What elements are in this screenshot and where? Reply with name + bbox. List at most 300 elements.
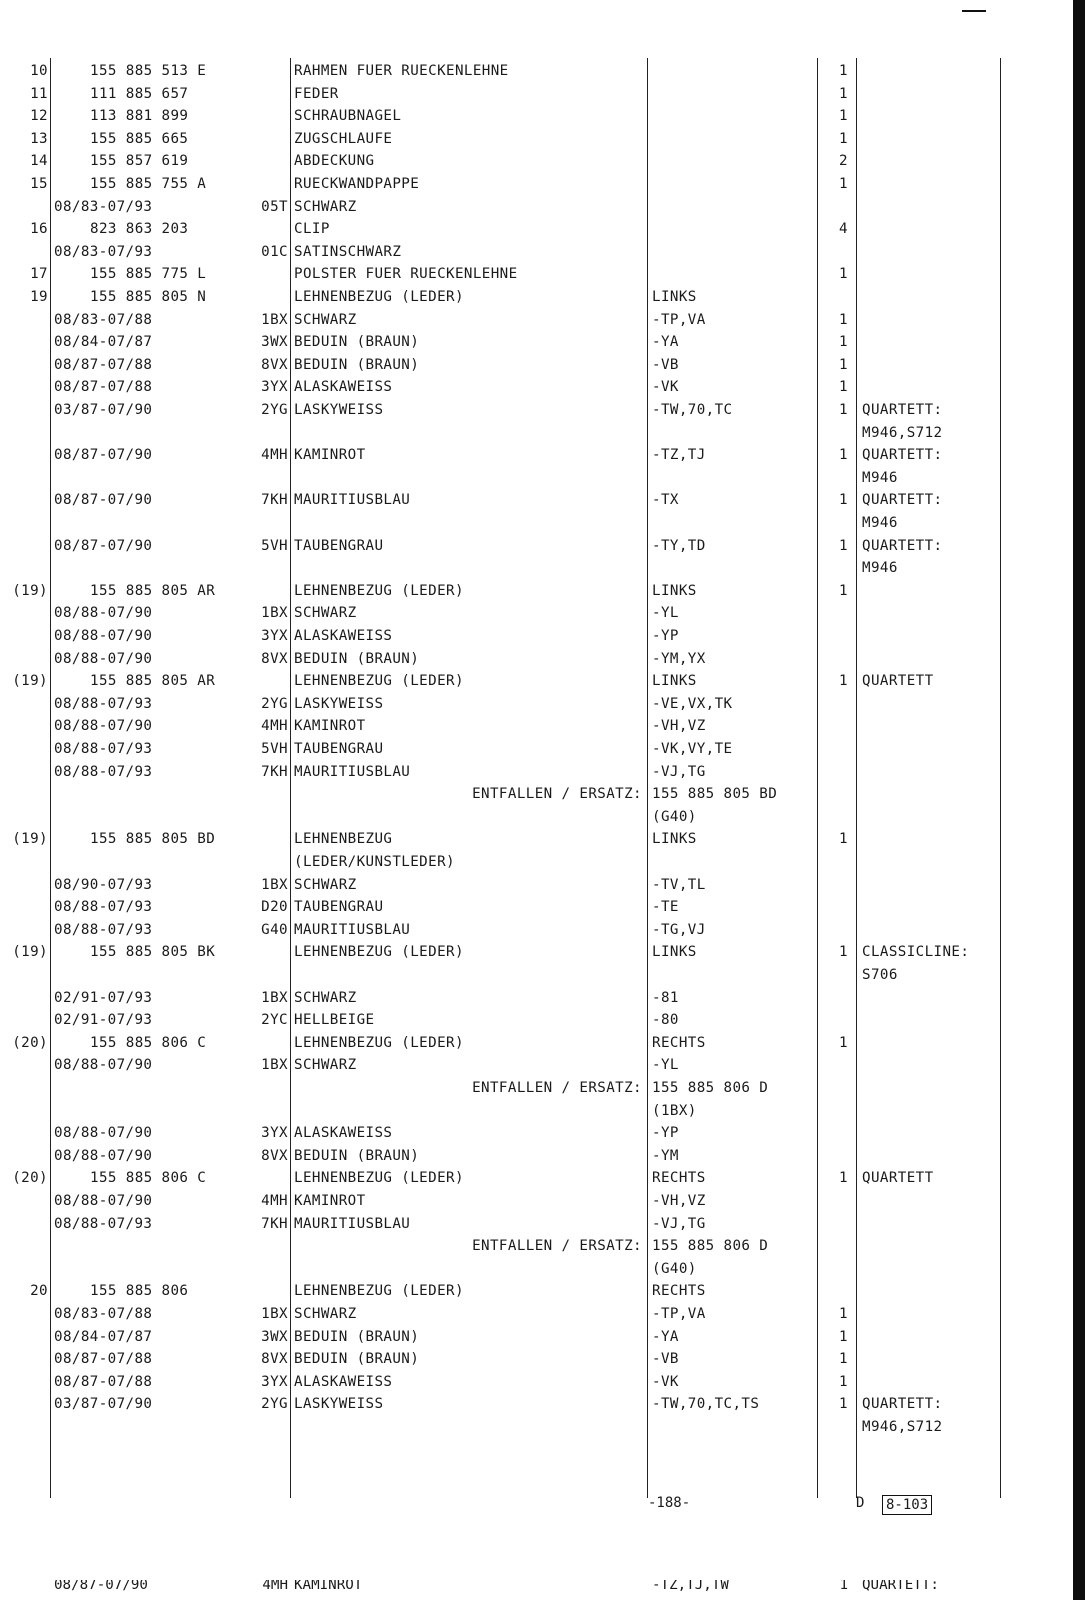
- table-row: [0, 851, 1040, 874]
- part-number: 155 885 513 E: [90, 63, 207, 79]
- note: -YM: [652, 1147, 679, 1164]
- note: -YL: [652, 605, 679, 622]
- note: -YL: [652, 1057, 679, 1074]
- description: TAUBENGRAU: [294, 537, 384, 554]
- quantity: 1: [839, 1034, 848, 1051]
- table-row: [0, 783, 1040, 806]
- table-row: [0, 128, 1040, 151]
- description: BEDUIN (BRAUN): [294, 356, 420, 373]
- note: -VK,VY,TE: [652, 741, 733, 757]
- table-row: [0, 1326, 1040, 1349]
- description: ALASKAWEISS: [294, 628, 393, 644]
- date-range: 08/88-07/93: [54, 763, 153, 780]
- note: 155 885 806 D: [652, 1080, 769, 1096]
- top-corner-mark: [962, 10, 986, 12]
- table-row: [0, 1258, 1040, 1281]
- position: 19: [30, 289, 48, 305]
- cut-note: -TZ,TJ,TW: [652, 1580, 729, 1593]
- remark: M946: [862, 560, 898, 577]
- date-range: 08/88-07/90: [54, 628, 153, 644]
- note: -YP: [652, 1125, 679, 1142]
- date-range: 08/88-07/93: [54, 899, 153, 916]
- note: RECHTS: [652, 1283, 706, 1300]
- quantity: 1: [839, 334, 848, 351]
- table-row: [0, 1348, 1040, 1371]
- part-number: 155 885 805 BK: [90, 944, 216, 961]
- quantity: 2: [839, 153, 848, 170]
- quantity: 1: [839, 1306, 848, 1322]
- date-range: 08/83-07/93: [54, 198, 153, 215]
- position: 15: [30, 176, 48, 192]
- description: LEHNENBEZUG (LEDER): [294, 1034, 464, 1051]
- table-row: [0, 987, 1040, 1010]
- date-range: 02/91-07/93: [54, 1012, 153, 1029]
- color-code: 05T: [261, 198, 288, 215]
- note: -YA: [652, 1328, 679, 1345]
- quantity: 1: [839, 1351, 848, 1368]
- part-number: 111 885 657: [90, 85, 189, 102]
- note: -VJ,TG: [652, 763, 706, 780]
- position: 11: [30, 85, 48, 102]
- date-range: 08/83-07/88: [54, 311, 153, 328]
- note: -TW,70,TC,TS: [652, 1396, 760, 1413]
- replacement-label: ENTFALLEN / ERSATZ:: [472, 786, 642, 803]
- position: (19): [12, 831, 48, 848]
- table-row: [0, 670, 1040, 693]
- cut-off-row: [0, 1580, 1040, 1600]
- table-row: [0, 1280, 1040, 1303]
- cut-rem: QUARTETT:: [862, 1580, 939, 1593]
- color-code: 3YX: [261, 379, 288, 396]
- color-code: 5VH: [261, 741, 288, 757]
- position: 10: [30, 63, 48, 79]
- quantity: 1: [839, 1170, 848, 1187]
- remark: S706: [862, 967, 898, 983]
- quantity: 1: [839, 85, 848, 102]
- part-number: 155 885 805 AR: [90, 673, 216, 690]
- quantity: 1: [839, 944, 848, 961]
- part-number: 155 885 806 C: [90, 1170, 207, 1187]
- table-row: [0, 919, 1040, 942]
- description: HELLBEIGE: [294, 1012, 375, 1029]
- table-row: [0, 941, 1040, 964]
- table-row: [0, 715, 1040, 738]
- table-row: [0, 376, 1040, 399]
- note: (G40): [652, 808, 697, 825]
- table-row: [0, 625, 1040, 648]
- table-row: [0, 1371, 1040, 1394]
- description: BEDUIN (BRAUN): [294, 334, 420, 351]
- color-code: 2YG: [261, 1396, 288, 1413]
- description: MAURITIUSBLAU: [294, 763, 411, 780]
- table-row: [0, 489, 1040, 512]
- note: -TV,TL: [652, 876, 706, 893]
- description: LASKYWEISS: [294, 1396, 384, 1413]
- table-row: [0, 422, 1040, 445]
- position: (19): [12, 944, 48, 961]
- table-row: [0, 535, 1040, 558]
- table-row: [0, 1167, 1040, 1190]
- note: -TP,VA: [652, 1306, 706, 1322]
- remark: QUARTETT: [862, 673, 934, 690]
- quantity: 1: [839, 582, 848, 599]
- quantity: 1: [839, 673, 848, 690]
- table-row: [0, 1393, 1040, 1416]
- quantity: 1: [839, 176, 848, 192]
- color-code: 8VX: [261, 356, 288, 373]
- table-row: [0, 218, 1040, 241]
- color-code: 7KH: [261, 492, 288, 509]
- table-row: [0, 1009, 1040, 1032]
- table-row: [0, 761, 1040, 784]
- date-range: 02/91-07/93: [54, 989, 153, 1006]
- description: LEHNENBEZUG: [294, 831, 393, 848]
- table-row: [0, 173, 1040, 196]
- description: ALASKAWEISS: [294, 1125, 393, 1142]
- color-code: 1BX: [261, 1057, 288, 1074]
- date-range: 03/87-07/90: [54, 402, 153, 418]
- quantity: 1: [839, 311, 848, 328]
- table-row: [0, 1100, 1040, 1123]
- table-row: [0, 1235, 1040, 1258]
- description: ALASKAWEISS: [294, 1373, 393, 1390]
- quantity: 1: [839, 130, 848, 147]
- table-row: [0, 1145, 1040, 1168]
- description: TAUBENGRAU: [294, 899, 384, 916]
- table-row: [0, 1213, 1040, 1236]
- description: MAURITIUSBLAU: [294, 1215, 411, 1232]
- date-range: 08/87-07/90: [54, 537, 153, 554]
- note: 155 885 805 BD: [652, 786, 778, 803]
- quantity: 1: [839, 492, 848, 509]
- position: 17: [30, 266, 48, 283]
- table-row: [0, 1077, 1040, 1100]
- cut-desc: KAMINROT: [294, 1580, 363, 1593]
- note: LINKS: [652, 289, 697, 305]
- description: KAMINROT: [294, 447, 366, 464]
- description: SCHWARZ: [294, 198, 357, 215]
- position: 13: [30, 130, 48, 147]
- date-range: 08/87-07/88: [54, 1373, 153, 1390]
- note: -TY,TD: [652, 537, 706, 554]
- note: -TE: [652, 899, 679, 916]
- date-range: 08/87-07/88: [54, 356, 153, 373]
- description: LEHNENBEZUG (LEDER): [294, 289, 464, 305]
- page-code-box: 8-103: [882, 1495, 932, 1515]
- note: LINKS: [652, 944, 697, 961]
- remark: CLASSICLINE:: [862, 944, 970, 961]
- color-code: 8VX: [261, 1351, 288, 1368]
- table-row: [0, 309, 1040, 332]
- color-code: 1BX: [261, 605, 288, 622]
- position: 12: [30, 108, 48, 125]
- description: KAMINROT: [294, 718, 366, 735]
- note: 155 885 806 D: [652, 1238, 769, 1255]
- note: -YM,YX: [652, 650, 706, 667]
- position: 14: [30, 153, 48, 170]
- note: -VB: [652, 1351, 679, 1368]
- description: SATINSCHWARZ: [294, 243, 402, 260]
- description: LEHNENBEZUG (LEDER): [294, 1283, 464, 1300]
- description: LASKYWEISS: [294, 695, 384, 712]
- date-range: 08/84-07/87: [54, 334, 153, 351]
- replacement-label: ENTFALLEN / ERSATZ:: [472, 1080, 642, 1096]
- quantity: 1: [839, 63, 848, 79]
- color-code: 7KH: [261, 763, 288, 780]
- date-range: 08/88-07/93: [54, 921, 153, 938]
- table-row: [0, 354, 1040, 377]
- part-number: 155 885 805 AR: [90, 582, 216, 599]
- color-code: 3YX: [261, 1125, 288, 1142]
- date-range: 08/87-07/88: [54, 1351, 153, 1368]
- color-code: D20: [261, 899, 288, 916]
- description: SCHRAUBNAGEL: [294, 108, 402, 125]
- date-range: 08/83-07/88: [54, 1306, 153, 1322]
- table-row: [0, 83, 1040, 106]
- page-number: -188-: [648, 1495, 691, 1511]
- table-row: [0, 263, 1040, 286]
- cut-qty: 1: [839, 1580, 848, 1593]
- remark: QUARTETT: [862, 1170, 934, 1187]
- part-number: 155 885 755 A: [90, 176, 207, 192]
- part-number: 155 885 775 L: [90, 266, 207, 283]
- quantity: 1: [839, 831, 848, 848]
- quantity: 1: [839, 537, 848, 554]
- table-row: [0, 738, 1040, 761]
- quantity: 1: [839, 1396, 848, 1413]
- note: LINKS: [652, 582, 697, 599]
- color-code: 1BX: [261, 311, 288, 328]
- note: -VE,VX,TK: [652, 695, 733, 712]
- table-row: [0, 1122, 1040, 1145]
- position: (20): [12, 1170, 48, 1187]
- remark: QUARTETT:: [862, 1396, 943, 1413]
- part-number: 155 885 805 N: [90, 289, 207, 305]
- table-row: [0, 286, 1040, 309]
- description: (LEDER/KUNSTLEDER): [294, 854, 455, 870]
- description: SCHWARZ: [294, 876, 357, 893]
- quantity: 1: [839, 1373, 848, 1390]
- quantity: 1: [839, 1328, 848, 1345]
- table-row: [0, 964, 1040, 987]
- note: -YP: [652, 628, 679, 644]
- cut-date: 08/87-07/90: [54, 1580, 148, 1593]
- description: ALASKAWEISS: [294, 379, 393, 396]
- table-row: [0, 580, 1040, 603]
- color-code: 4MH: [261, 718, 288, 735]
- color-code: 2YC: [261, 1012, 288, 1029]
- position: 20: [30, 1283, 48, 1300]
- table-row: [0, 806, 1040, 829]
- part-number: 155 885 805 BD: [90, 831, 216, 848]
- position: (19): [12, 673, 48, 690]
- position: 16: [30, 221, 48, 238]
- remark: M946: [862, 515, 898, 531]
- part-number: 113 881 899: [90, 108, 189, 125]
- table-row: [0, 648, 1040, 671]
- table-row: [0, 1032, 1040, 1055]
- color-code: 1BX: [261, 989, 288, 1006]
- quantity: 1: [839, 108, 848, 125]
- part-number: 155 885 806: [90, 1283, 189, 1300]
- date-range: 08/88-07/90: [54, 605, 153, 622]
- color-code: 4MH: [261, 1193, 288, 1209]
- table-row: [0, 1190, 1040, 1213]
- description: ZUGSCHLAUFE: [294, 130, 393, 147]
- note: LINKS: [652, 831, 697, 848]
- table-row: [0, 557, 1040, 580]
- table-row: [0, 828, 1040, 851]
- table-row: [0, 241, 1040, 264]
- description: SCHWARZ: [294, 1057, 357, 1074]
- description: TAUBENGRAU: [294, 741, 384, 757]
- note: -TX: [652, 492, 679, 509]
- description: KAMINROT: [294, 1193, 366, 1209]
- color-code: 3YX: [261, 628, 288, 644]
- date-range: 08/87-07/88: [54, 379, 153, 396]
- table-row: [0, 196, 1040, 219]
- date-range: 08/83-07/93: [54, 243, 153, 260]
- color-code: 2YG: [261, 402, 288, 418]
- remark: QUARTETT:: [862, 492, 943, 509]
- table-row: [0, 60, 1040, 83]
- description: SCHWARZ: [294, 1306, 357, 1322]
- color-code: 3YX: [261, 1373, 288, 1390]
- table-row: [0, 693, 1040, 716]
- quantity: 1: [839, 402, 848, 418]
- table-row: [0, 1416, 1040, 1439]
- note: -YA: [652, 334, 679, 351]
- note: (1BX): [652, 1102, 697, 1119]
- description: SCHWARZ: [294, 605, 357, 622]
- note: LINKS: [652, 673, 697, 690]
- description: CLIP: [294, 221, 330, 238]
- remark: QUARTETT:: [862, 537, 943, 554]
- date-range: 08/88-07/93: [54, 695, 153, 712]
- description: LASKYWEISS: [294, 402, 384, 418]
- part-number: 155 885 806 C: [90, 1034, 207, 1051]
- note: (G40): [652, 1260, 697, 1277]
- remark: QUARTETT:: [862, 447, 943, 464]
- date-range: 08/88-07/93: [54, 741, 153, 757]
- color-code: 8VX: [261, 650, 288, 667]
- note: -TZ,TJ: [652, 447, 706, 464]
- part-number: 155 857 619: [90, 153, 189, 170]
- table-row: [0, 874, 1040, 897]
- table-row: [0, 512, 1040, 535]
- position: (19): [12, 582, 48, 599]
- table-row: [0, 444, 1040, 467]
- replacement-label: ENTFALLEN / ERSATZ:: [472, 1238, 642, 1255]
- date-range: 03/87-07/90: [54, 1396, 153, 1413]
- remark: M946,S712: [862, 424, 943, 441]
- date-range: 08/87-07/90: [54, 492, 153, 509]
- description: MAURITIUSBLAU: [294, 492, 411, 509]
- table-row: [0, 1054, 1040, 1077]
- color-code: 3WX: [261, 1328, 288, 1345]
- note: -TP,VA: [652, 311, 706, 328]
- date-range: 08/90-07/93: [54, 876, 153, 893]
- table-row: [0, 896, 1040, 919]
- note: -TG,VJ: [652, 921, 706, 938]
- note: -80: [652, 1012, 679, 1029]
- description: MAURITIUSBLAU: [294, 921, 411, 938]
- note: -VK: [652, 1373, 679, 1390]
- quantity: 1: [839, 379, 848, 396]
- description: BEDUIN (BRAUN): [294, 650, 420, 667]
- position: (20): [12, 1034, 48, 1051]
- quantity: 4: [839, 221, 848, 238]
- note: RECHTS: [652, 1170, 706, 1187]
- note: -VJ,TG: [652, 1215, 706, 1232]
- date-range: 08/84-07/87: [54, 1328, 153, 1345]
- note: -81: [652, 989, 679, 1006]
- date-range: 08/88-07/90: [54, 1193, 153, 1209]
- date-range: 08/87-07/90: [54, 447, 153, 464]
- date-range: 08/88-07/90: [54, 718, 153, 735]
- table-row: [0, 331, 1040, 354]
- table-row: [0, 1303, 1040, 1326]
- description: BEDUIN (BRAUN): [294, 1328, 420, 1345]
- scan-edge-bar: [1073, 0, 1085, 1600]
- note: -TW,70,TC: [652, 402, 733, 418]
- note: -VH,VZ: [652, 1193, 706, 1209]
- color-code: G40: [261, 921, 288, 938]
- description: LEHNENBEZUG (LEDER): [294, 1170, 464, 1187]
- table-row: [0, 150, 1040, 173]
- description: BEDUIN (BRAUN): [294, 1147, 420, 1164]
- remark: QUARTETT:: [862, 402, 943, 418]
- color-code: 5VH: [261, 537, 288, 554]
- table-row: [0, 467, 1040, 490]
- description: FEDER: [294, 85, 339, 102]
- date-range: 08/88-07/90: [54, 1147, 153, 1164]
- description: POLSTER FUER RUECKENLEHNE: [294, 266, 518, 283]
- part-number: 823 863 203: [90, 221, 189, 238]
- quantity: 1: [839, 447, 848, 464]
- date-range: 08/88-07/90: [54, 650, 153, 667]
- date-range: 08/88-07/90: [54, 1125, 153, 1142]
- cut-code: 4MH: [262, 1580, 288, 1593]
- description: LEHNENBEZUG (LEDER): [294, 673, 464, 690]
- color-code: 3WX: [261, 334, 288, 351]
- section-letter: D: [856, 1495, 865, 1511]
- table-row: [0, 602, 1040, 625]
- quantity: 1: [839, 266, 848, 283]
- note: -VH,VZ: [652, 718, 706, 735]
- description: SCHWARZ: [294, 311, 357, 328]
- description: SCHWARZ: [294, 989, 357, 1006]
- description: LEHNENBEZUG (LEDER): [294, 582, 464, 599]
- description: ABDECKUNG: [294, 153, 375, 170]
- color-code: 8VX: [261, 1147, 288, 1164]
- note: -VB: [652, 356, 679, 373]
- table-row: [0, 399, 1040, 422]
- description: LEHNENBEZUG (LEDER): [294, 944, 464, 961]
- remark: M946,S712: [862, 1419, 943, 1435]
- color-code: 7KH: [261, 1215, 288, 1232]
- remark: M946: [862, 469, 898, 486]
- note: -VK: [652, 379, 679, 396]
- color-code: 01C: [261, 243, 288, 260]
- table-row: [0, 105, 1040, 128]
- date-range: 08/88-07/93: [54, 1215, 153, 1232]
- note: RECHTS: [652, 1034, 706, 1051]
- color-code: 2YG: [261, 695, 288, 712]
- color-code: 4MH: [261, 447, 288, 464]
- description: RAHMEN FUER RUECKENLEHNE: [294, 63, 509, 79]
- color-code: 1BX: [261, 876, 288, 893]
